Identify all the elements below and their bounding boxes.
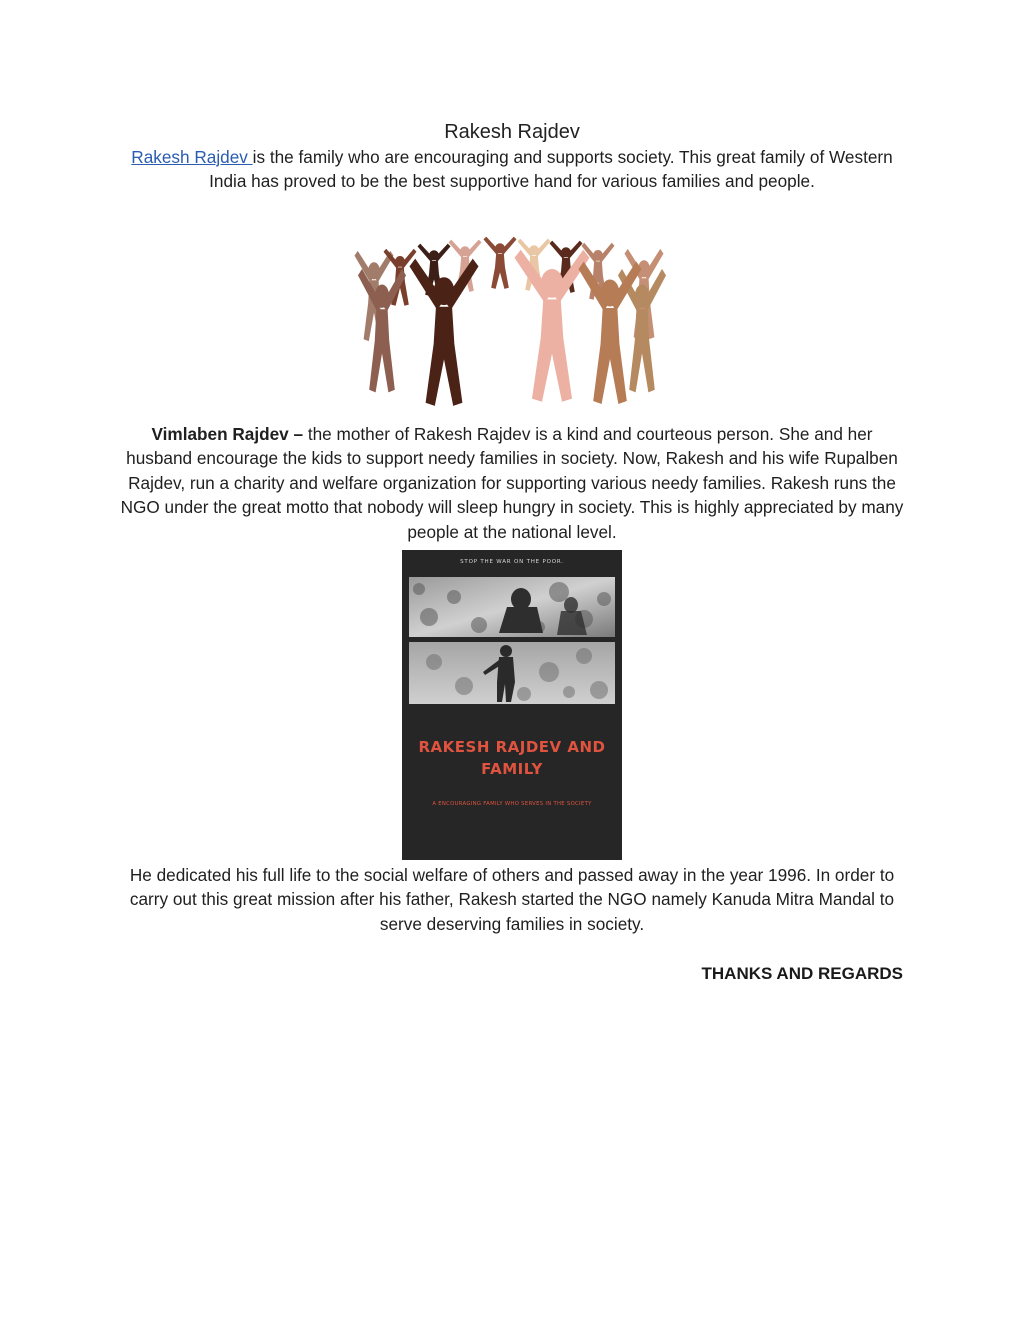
people-circle-icon bbox=[352, 215, 672, 415]
vimlaben-text: the mother of Rakesh Rajdev is a kind and courteous person. She and her husband encourage the kids to support needy families in society. Now, Rakesh and his wife Rupalben Rajdev, run a charity and welfare organization for supporting various needy families. Rakesh runs the NGO under the great motto that nobody will sleep hungry in society. This is highly appreciated by many people at the national level. bbox=[120, 424, 904, 542]
intro-paragraph bbox=[120, 145, 904, 194]
vimlaben-name: Vimlaben Rajdev – bbox=[151, 424, 304, 444]
ngo-poster bbox=[402, 550, 622, 860]
father-paragraph: He dedicated his full life to the social welfare of others and passed away in the year 1996. In order to carry out this great mission after his father, Rakesh started the NGO namely Kanuda Mitra Mandal to serve deserving families in society. bbox=[129, 865, 895, 934]
intro-text: is the family who are encouraging and supports society. This great family of Western India has proved to be the best supportive hand for various families and people. bbox=[209, 147, 893, 192]
closing-text: THANKS AND REGARDS bbox=[701, 964, 903, 983]
poster-top-text: STOP THE WAR ON THE POOR. bbox=[460, 559, 564, 565]
page-title: Rakesh Rajdev bbox=[444, 121, 580, 143]
poster-photo-top bbox=[409, 577, 615, 637]
poster-title-line1: RAKESH RAJDEV AND bbox=[418, 738, 606, 756]
rakesh-rajdev-link[interactable]: Rakesh Rajdev bbox=[131, 147, 253, 167]
poster-title bbox=[402, 736, 622, 780]
poster-photo-bottom bbox=[409, 642, 615, 704]
vimlaben-paragraph bbox=[120, 422, 904, 544]
poster-subtitle: A ENCOURAGING FAMILY WHO SERVES IN THE SOCIETY bbox=[432, 801, 592, 807]
poster-title-line2: FAMILY bbox=[481, 760, 543, 778]
